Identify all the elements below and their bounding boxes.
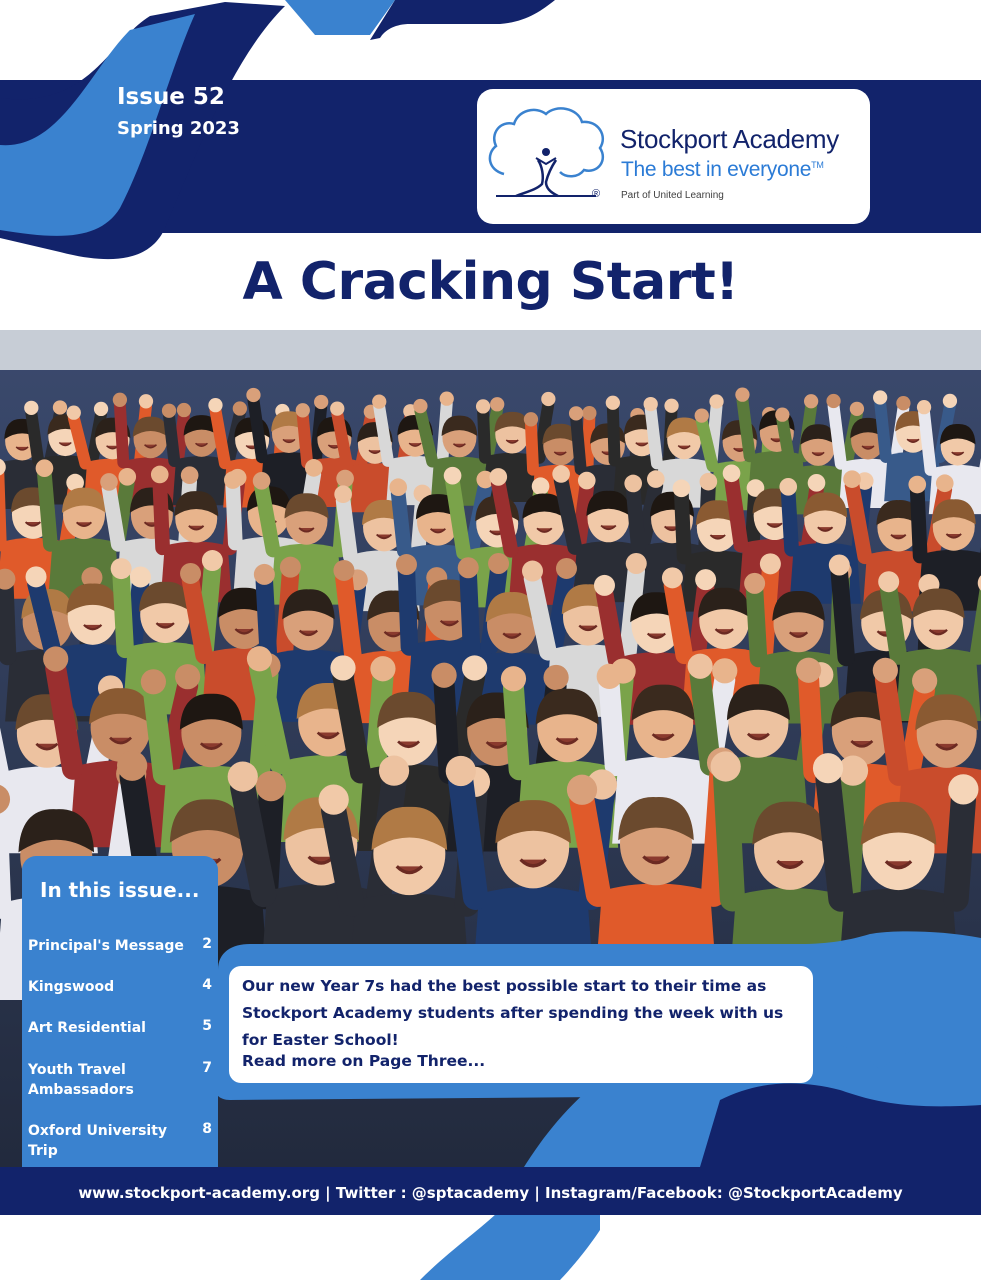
student-fist — [413, 399, 427, 413]
student-fist — [130, 566, 151, 587]
student-fist — [396, 554, 417, 575]
student-fist — [462, 655, 487, 680]
student-fist — [111, 558, 132, 579]
student-fist — [330, 655, 355, 680]
student-fist — [594, 575, 615, 596]
trademark-mark: TM — [811, 160, 824, 170]
registered-mark: ® — [592, 188, 601, 200]
student-arm — [120, 405, 123, 463]
student-arm — [839, 572, 846, 657]
student-fist — [458, 557, 479, 578]
student-arm — [153, 691, 163, 775]
student-fist — [796, 658, 821, 683]
student-fist — [644, 397, 658, 411]
student-fist — [804, 394, 818, 408]
student-arm — [461, 782, 476, 898]
student-fist — [948, 774, 978, 804]
student-fist — [256, 771, 286, 801]
student-fist — [296, 403, 310, 417]
student-fist — [319, 785, 349, 815]
student-arm — [613, 408, 615, 461]
student-fist — [253, 472, 271, 490]
student-fist — [162, 404, 176, 418]
student-fist — [26, 566, 47, 587]
student-arm — [732, 480, 741, 546]
student-fist — [336, 470, 354, 488]
student-arm — [160, 481, 163, 548]
student-arm — [253, 400, 261, 457]
student-fist — [314, 395, 328, 409]
student-arm — [468, 575, 472, 659]
student-fist — [524, 412, 538, 426]
student-arm — [809, 679, 814, 772]
student-arm — [483, 412, 485, 458]
student-arm — [264, 582, 268, 657]
toc-title: In this issue... — [40, 878, 200, 902]
student-fist — [24, 401, 38, 415]
toc-item-label[interactable]: Principal's Message — [28, 938, 184, 954]
student-arm — [828, 779, 841, 899]
student-fist — [688, 654, 713, 679]
student-fist — [444, 467, 462, 485]
logo-subtitle: Part of United Learning — [621, 190, 724, 201]
student-fist — [552, 465, 570, 483]
student-fist — [175, 664, 200, 689]
student-arm — [303, 415, 307, 462]
student-fist — [735, 388, 749, 402]
student-arm — [782, 420, 791, 470]
tree-logo-icon — [486, 104, 608, 200]
student-fist — [760, 553, 781, 574]
issue-season: Spring 2023 — [117, 118, 240, 139]
student-fist — [878, 571, 899, 592]
student-fist — [100, 473, 118, 491]
student-fist — [446, 756, 476, 786]
toc-item-page: 4 — [202, 977, 212, 993]
student-fist — [943, 394, 957, 408]
logo-tagline: The best in everyone™ — [621, 158, 824, 181]
student-fist — [522, 561, 543, 582]
student-arm — [133, 584, 141, 651]
student-fist — [917, 400, 931, 414]
student-fist — [224, 471, 242, 489]
logo-name: Stockport Academy — [620, 124, 839, 154]
student-arm — [531, 424, 533, 469]
student-fist — [662, 567, 683, 588]
student-fist — [139, 394, 153, 408]
student-fist — [330, 401, 344, 415]
student-fist — [151, 466, 169, 484]
student-fist — [695, 569, 716, 590]
student-arm — [5, 587, 8, 657]
student-fist — [695, 408, 709, 422]
student-arm — [885, 679, 898, 775]
student-fist — [113, 393, 127, 407]
student-fist — [850, 402, 864, 416]
student-fist — [578, 472, 596, 490]
toc-item-label[interactable]: Kingswood — [28, 979, 115, 995]
student-fist — [843, 470, 861, 488]
cover-headline: A Cracking Start! — [242, 252, 739, 312]
student-fist — [709, 394, 723, 408]
student-fist — [305, 459, 323, 477]
student-arm — [681, 495, 684, 557]
student-fist — [490, 397, 504, 411]
student-fist — [254, 564, 275, 585]
student-fist — [808, 474, 826, 492]
student-arm — [609, 685, 615, 765]
student-fist — [389, 478, 407, 496]
student-arm — [604, 593, 616, 660]
toc-item-page: 2 — [202, 936, 212, 952]
student-fist — [488, 553, 509, 574]
student-fist — [233, 401, 247, 415]
student-arm — [924, 412, 930, 470]
student-arm — [582, 801, 598, 895]
student-arm — [880, 403, 886, 457]
student-fist — [379, 756, 409, 786]
student-fist — [67, 406, 81, 420]
student-fist — [813, 753, 843, 783]
student-fist — [556, 558, 577, 579]
student-arm — [755, 591, 759, 659]
student-fist — [36, 459, 54, 477]
student-fist — [664, 399, 678, 413]
student-arm — [121, 576, 125, 649]
student-fist — [723, 464, 741, 482]
student-arm — [406, 572, 409, 647]
student-fist — [208, 398, 222, 412]
student-fist — [673, 480, 691, 498]
student-fist — [711, 751, 741, 781]
student-fist — [582, 406, 596, 420]
student-fist — [489, 468, 507, 486]
student-fist — [247, 646, 272, 671]
student-fist — [180, 563, 201, 584]
toc-item-label[interactable]: Oxford University Trip — [28, 1123, 168, 1159]
student-fist — [541, 392, 555, 406]
student-fist — [569, 406, 583, 420]
student-arm — [109, 488, 118, 544]
student-fist — [280, 557, 301, 578]
student-fist — [912, 668, 937, 693]
student-fist — [712, 658, 737, 683]
student-fist — [532, 477, 550, 495]
student-fist — [597, 664, 622, 689]
student-fist — [53, 400, 67, 414]
student-fist — [744, 573, 765, 594]
student-fist — [779, 478, 797, 496]
student-fist — [606, 396, 620, 410]
toc-item-page: 5 — [202, 1018, 212, 1034]
toc-item-page: 7 — [202, 1060, 212, 1076]
student-fist — [43, 646, 68, 671]
student-fist — [543, 665, 568, 690]
student-fist — [624, 475, 642, 493]
student-fist — [141, 669, 166, 694]
toc-item-label[interactable]: Youth Travel Ambassadors — [28, 1062, 134, 1098]
student-fist — [826, 394, 840, 408]
student-arm — [587, 418, 589, 470]
blurb-text: Our new Year 7s had the best possible start to their time as Stockport Academy students after spending the week with us for Easter School! — [242, 977, 784, 1049]
student-arm — [31, 413, 38, 460]
student-fist — [896, 396, 910, 410]
student-fist — [829, 554, 850, 575]
toc-item-page: 8 — [202, 1121, 212, 1137]
student-fist — [908, 476, 926, 494]
student-fist — [431, 663, 456, 688]
student-fist — [177, 403, 191, 417]
student-arm — [917, 491, 920, 556]
student-arm — [513, 688, 519, 770]
student-fist — [476, 399, 490, 413]
student-fist — [94, 402, 108, 416]
student-arm — [956, 800, 963, 899]
student-fist — [873, 390, 887, 404]
student-fist — [372, 395, 386, 409]
student-fist — [117, 751, 147, 781]
student-fist — [370, 656, 395, 681]
student-fist — [700, 473, 718, 491]
issue-number: Issue 52 — [117, 84, 225, 110]
student-fist — [647, 470, 665, 488]
student-arm — [672, 585, 684, 655]
student-fist — [118, 468, 136, 486]
student-fist — [567, 775, 597, 805]
student-arm — [726, 777, 733, 899]
student-fist — [202, 550, 223, 571]
student-fist — [440, 392, 454, 406]
student-arm — [344, 578, 353, 658]
student-arm — [700, 675, 710, 765]
student-arm — [398, 494, 404, 551]
student-arm — [576, 418, 581, 469]
student-arm — [651, 409, 657, 463]
student-fist — [228, 761, 258, 791]
student-arm — [742, 400, 749, 457]
student-fist — [181, 466, 199, 484]
student-arm — [444, 684, 449, 773]
student-fist — [936, 474, 954, 492]
student-arm — [44, 474, 50, 544]
student-fist — [246, 388, 260, 402]
student-fist — [626, 553, 647, 574]
toc-item-label[interactable]: Art Residential — [28, 1020, 146, 1036]
footer-contact: www.stockport-academy.org | Twitter : @sptacademy | Instagram/Facebook: @StockportAcademy — [78, 1184, 903, 1202]
student-fist — [501, 666, 526, 691]
student-arm — [169, 416, 174, 461]
student-arm — [334, 810, 352, 904]
student-arm — [343, 501, 350, 557]
student-arm — [788, 493, 791, 549]
student-arm — [834, 406, 841, 464]
student-fist — [873, 658, 898, 683]
student-fist — [333, 560, 354, 581]
student-arm — [889, 589, 899, 656]
student-fist — [775, 408, 789, 422]
student-arm — [233, 486, 236, 543]
header-stripe-top-dark — [370, 0, 555, 40]
student-arm — [633, 490, 638, 549]
student-fist — [334, 485, 352, 503]
read-more-link[interactable]: Read more on Page Three... — [242, 1052, 486, 1070]
